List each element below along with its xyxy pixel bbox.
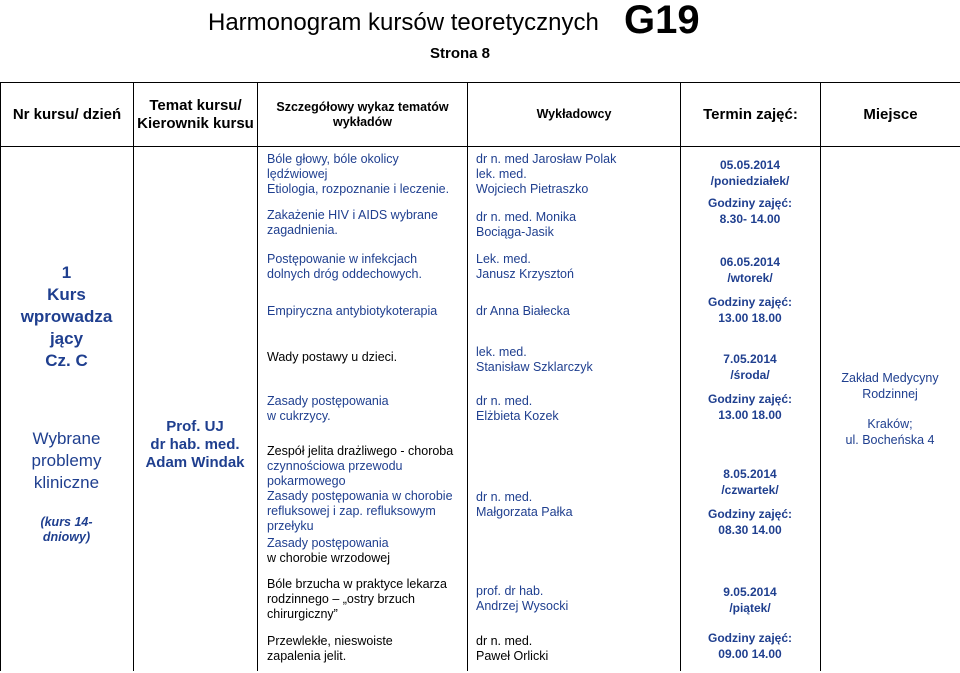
term-4-hours-label: Godziny zajęć: bbox=[707, 507, 793, 521]
topic-10-line-1: Bóle brzucha w praktyce lekarza bbox=[267, 577, 447, 591]
term-1 bbox=[680, 157, 820, 227]
topic-9-line-2: w chorobie wrzodowej bbox=[267, 551, 390, 565]
topic-1-line-2: lędźwiowej bbox=[267, 167, 328, 181]
term-5-hours-label: Godziny zajęć: bbox=[707, 631, 793, 645]
place-line-2: Rodzinnej bbox=[862, 387, 918, 401]
col-termin: Termin zajęć: bbox=[681, 83, 821, 147]
term-3-date: 7.05.2014 bbox=[723, 352, 777, 366]
lecturer-9-line-2: Paweł Orlicki bbox=[476, 649, 549, 663]
lecturer-8-line-1: prof. dr hab. bbox=[476, 584, 544, 598]
lecturer-2 bbox=[476, 210, 576, 240]
topic-5: Wady postawy u dzieci. bbox=[267, 350, 398, 364]
course-label: Kurs bbox=[47, 285, 86, 304]
topic-8-line-1: Zasady postępowania w chorobie bbox=[267, 489, 453, 503]
topic-10 bbox=[267, 577, 447, 622]
course-duration bbox=[0, 515, 133, 545]
course-leader-cell bbox=[134, 147, 258, 672]
course-number: 1 bbox=[61, 263, 72, 282]
lecturer-6 bbox=[476, 394, 559, 424]
topic-1-line-3: Etiologia, rozpoznanie i leczenie. bbox=[267, 182, 450, 196]
leader-degree: dr hab. med. bbox=[150, 436, 240, 453]
course-name bbox=[0, 428, 133, 494]
course-number-cell bbox=[1, 147, 134, 672]
lecturer-7-line-2: Małgorzata Pałka bbox=[476, 505, 573, 519]
page-number: Strona 8 bbox=[429, 45, 490, 62]
topic-4: Empiryczna antybiotykoterapia bbox=[267, 304, 438, 318]
topic-9-line-1: Zasady postępowania bbox=[267, 536, 389, 550]
topic-8-line-2: refluksowej i zap. refluksowym bbox=[267, 504, 436, 518]
topic-7-line-1: Zespół jelita drażliwego - choroba bbox=[267, 444, 454, 458]
lecturer-7 bbox=[476, 490, 573, 520]
lecturer-6-line-1: dr n. med. bbox=[476, 394, 533, 408]
lecturer-3-line-2: Janusz Krzysztoń bbox=[476, 267, 574, 281]
lecturer-8-line-2: Andrzej Wysocki bbox=[476, 599, 569, 613]
leader-title: Prof. UJ bbox=[166, 418, 224, 435]
lecturer-1-line-3: Wojciech Pietraszko bbox=[476, 182, 589, 196]
term-3 bbox=[680, 351, 820, 423]
term-2-day: /wtorek/ bbox=[727, 271, 773, 285]
term-4 bbox=[680, 466, 820, 538]
course-type-2: jący bbox=[49, 329, 84, 348]
topic-11 bbox=[267, 634, 393, 664]
topic-7-line-3: pokarmowego bbox=[267, 474, 346, 488]
course-duration-1: (kurs 14- bbox=[40, 515, 93, 529]
place-line-3: Kraków; bbox=[867, 417, 913, 431]
term-5 bbox=[680, 584, 820, 662]
lecturer-1 bbox=[476, 152, 616, 197]
lecturer-8 bbox=[476, 584, 568, 614]
place-line-1: Zakład Medycyny bbox=[841, 371, 939, 385]
term-5-hours: 09.00 14.00 bbox=[718, 647, 782, 661]
term-5-day: /piątek/ bbox=[729, 601, 771, 615]
term-3-day: /środa/ bbox=[730, 368, 770, 382]
course-leader bbox=[133, 418, 257, 472]
topic-3-line-2: dolnych dróg oddechowych. bbox=[267, 267, 422, 281]
topic-8 bbox=[267, 489, 453, 534]
topic-2 bbox=[267, 208, 438, 238]
term-1-date: 05.05.2014 bbox=[719, 158, 781, 172]
topic-3 bbox=[267, 252, 422, 282]
lecturer-9 bbox=[476, 634, 548, 664]
term-3-hours: 13.00 18.00 bbox=[718, 408, 782, 422]
topic-1 bbox=[267, 152, 449, 197]
term-2-hours-label: Godziny zajęć: bbox=[707, 295, 793, 309]
topic-7-line-2: czynnościowa przewodu bbox=[267, 459, 403, 473]
topic-6-line-2: w cukrzycy. bbox=[267, 409, 331, 423]
header-row bbox=[1, 83, 960, 147]
course-duration-2: dniowy) bbox=[42, 530, 91, 544]
title-text: Harmonogram kursów teoretycznych bbox=[208, 9, 599, 36]
course-part: Cz. C bbox=[45, 351, 88, 370]
term-4-date: 8.05.2014 bbox=[723, 467, 777, 481]
topic-6-line-1: Zasady postępowania bbox=[267, 394, 389, 408]
place-info bbox=[820, 370, 960, 448]
term-1-hours-label: Godziny zajęć: bbox=[707, 196, 793, 210]
term-1-hours: 8.30- 14.00 bbox=[719, 212, 781, 226]
lecturer-7-line-1: dr n. med. bbox=[476, 490, 533, 504]
topic-7 bbox=[267, 444, 453, 489]
leader-name: Adam Windak bbox=[145, 454, 245, 471]
col-miejsce: Miejsce bbox=[821, 83, 960, 147]
topic-3-line-1: Postępowanie w infekcjach bbox=[267, 252, 418, 266]
term-2-date: 06.05.2014 bbox=[719, 255, 781, 269]
term-2-hours: 13.00 18.00 bbox=[718, 311, 782, 325]
title-code: G19 bbox=[624, 0, 700, 42]
term-5-date: 9.05.2014 bbox=[723, 585, 777, 599]
lecturer-5-line-1: lek. med. bbox=[476, 345, 527, 359]
lecturer-5 bbox=[476, 345, 593, 375]
topic-11-line-2: zapalenia jelit. bbox=[267, 649, 347, 663]
place-line-4: ul. Bocheńska 4 bbox=[845, 433, 935, 447]
term-1-day: /poniedziałek/ bbox=[710, 174, 790, 188]
term-2 bbox=[680, 254, 820, 326]
col-temat: Temat kursu/ Kierownik kursu bbox=[134, 83, 258, 147]
course-name-2: problemy bbox=[31, 451, 102, 470]
lecturer-4: dr Anna Białecka bbox=[476, 304, 570, 318]
topic-10-line-2: rodzinnego – „ostry brzuch bbox=[267, 592, 415, 606]
term-4-day: /czwartek/ bbox=[721, 483, 779, 497]
lecturer-1-line-1: dr n. med Jarosław Polak bbox=[476, 152, 617, 166]
topic-8-line-3: przełyku bbox=[267, 519, 314, 533]
col-wykaz: Szczegółowy wykaz tematów wykładów bbox=[258, 83, 468, 147]
lecturer-2-line-1: dr n. med. Monika bbox=[476, 210, 577, 224]
topic-11-line-1: Przewlekłe, nieswoiste bbox=[267, 634, 393, 648]
lecturer-9-line-1: dr n. med. bbox=[476, 634, 533, 648]
lecturer-2-line-2: Bociąga-Jasik bbox=[476, 225, 554, 239]
topic-2-line-1: Zakażenie HIV i AIDS wybrane bbox=[267, 208, 438, 222]
course-info bbox=[0, 262, 133, 372]
term-3-hours-label: Godziny zajęć: bbox=[707, 392, 793, 406]
term-4-hours: 08.30 14.00 bbox=[718, 523, 782, 537]
col-nr: Nr kursu/ dzień bbox=[1, 83, 134, 147]
lecturer-6-line-2: Elżbieta Kozek bbox=[476, 409, 559, 423]
topic-6 bbox=[267, 394, 389, 424]
lecturer-3-line-1: Lek. med. bbox=[476, 252, 531, 266]
course-type-1: wprowadza bbox=[20, 307, 113, 326]
lecturer-1-line-2: lek. med. bbox=[476, 167, 527, 181]
lecturer-3 bbox=[476, 252, 574, 282]
col-wykladowcy: Wykładowcy bbox=[468, 83, 681, 147]
lecturer-5-line-2: Stanisław Szklarczyk bbox=[476, 360, 593, 374]
topic-10-line-3: chirurgiczny” bbox=[267, 607, 338, 621]
topic-9 bbox=[267, 536, 390, 566]
course-name-3: kliniczne bbox=[33, 473, 100, 492]
topic-1-line-1: Bóle głowy, bóle okolicy bbox=[267, 152, 399, 166]
topic-2-line-2: zagadnienia. bbox=[267, 223, 338, 237]
course-name-1: Wybrane bbox=[32, 429, 101, 448]
